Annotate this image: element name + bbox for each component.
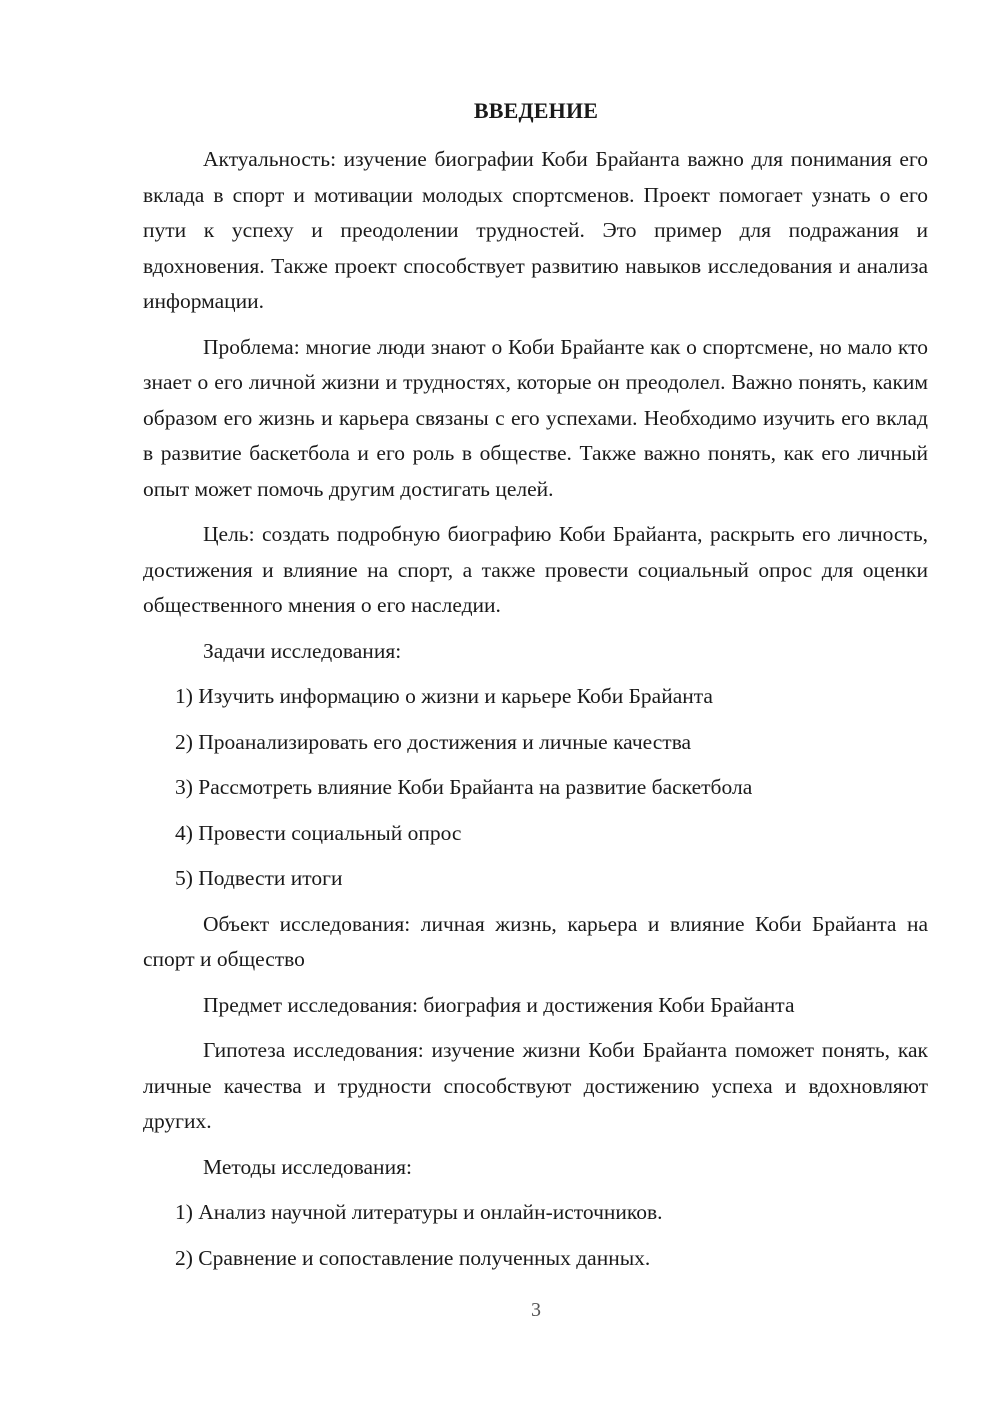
task-item: 4) Провести социальный опрос [175,820,462,845]
task-item: 1) Изучить информацию о жизни и карьере Коби Брайанта [175,684,713,708]
section-title: ВВЕДЕНИЕ [473,98,599,123]
problem-paragraph: Проблема: многие люди знают о Коби Брайанте как о спортсмене, но мало кто знает о его личной жизни и трудностях, которые он преодолел. Важно понять, каким образом его жизнь и карьера связаны с его успехами. Необходимо изучить его вклад в развитие баскетбола и его роль в обществе. Также важно понять, как его личный опыт может помочь другим достигать целей. [143,334,928,501]
method-item: 1) Анализ научной литературы и онлайн-источников. [175,1200,663,1224]
document-body [143,142,928,1286]
object-paragraph: Объект исследования: личная жизнь, карьера и влияние Коби Брайанта на спорт и общество [143,911,928,971]
page-number: 3 [531,1299,541,1321]
hypothesis-paragraph: Гипотеза исследования: изучение жизни Коби Брайанта поможет понять, как личные качества и трудности способствуют достижению успеха и вдохновляют других. [143,1038,928,1133]
methods-heading: Методы исследования: [203,1154,412,1179]
tasks-heading: Задачи исследования: [203,638,402,663]
task-item: 2) Проанализировать его достижения и личные качества [175,729,692,754]
tasks-list [143,679,928,897]
task-item: 3) Рассмотреть влияние Коби Брайанта на развитие баскетбола [175,775,753,799]
task-item: 5) Подвести итоги [175,866,343,890]
subject-paragraph: Предмет исследования: биография и достижения Коби Брайанта [203,992,795,1017]
goal-paragraph: Цель: создать подробную биографию Коби Брайанта, раскрыть его личность, достижения и влияние на спорт, а также провести социальный опрос для оценки общественного мнения о его наследии. [143,522,928,617]
method-item: 2) Сравнение и сопоставление полученных данных. [175,1245,651,1270]
methods-list [143,1195,928,1276]
relevance-paragraph: Актуальность: изучение биографии Коби Брайанта важно для понимания его вклада в спорт и мотивации молодых спортсменов. Проект помогает узнать о его пути к успеху и преодолении трудностей. Это пример для подражания и вдохновения. Также проект способствует развитию навыков исследования и анализа информации. [143,147,928,313]
